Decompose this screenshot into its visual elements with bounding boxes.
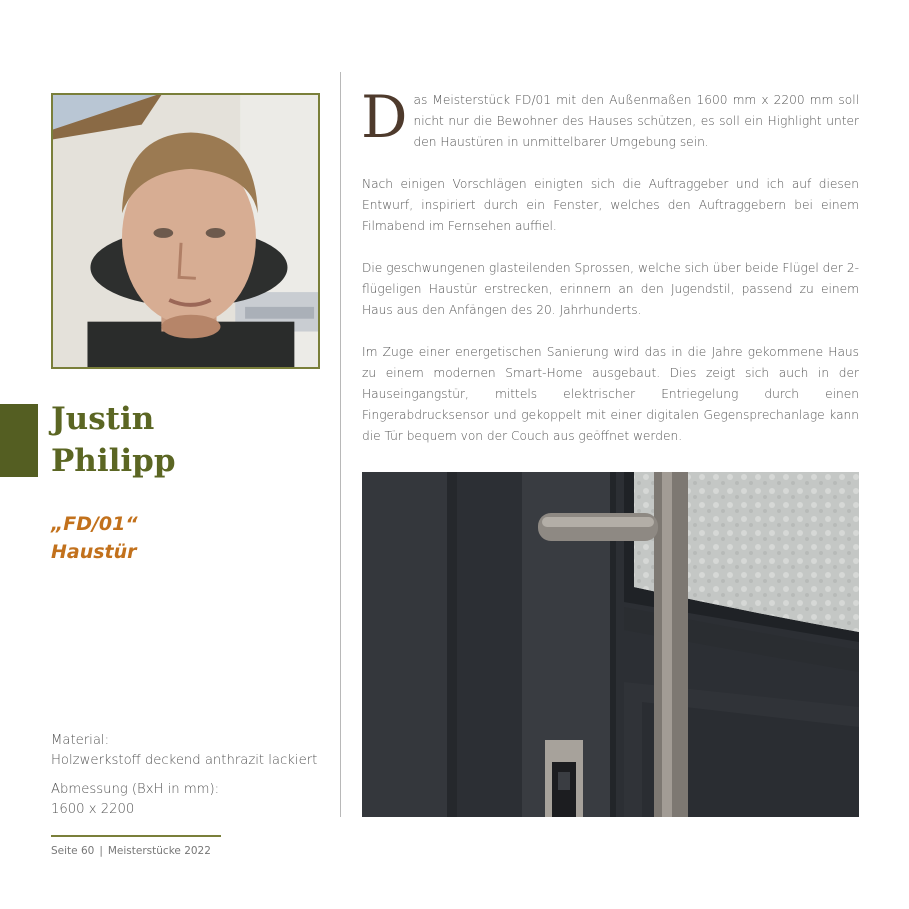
drop-cap: D: [361, 83, 408, 151]
dimension-value: 1600 x 2200: [51, 802, 135, 817]
paragraph-1: [361, 83, 859, 153]
page-footer: [51, 845, 211, 857]
product-code: „FD/01“: [51, 513, 138, 535]
dimension-label: Abmessung (BxH in mm):: [51, 782, 220, 797]
first-name: Justin: [51, 401, 155, 437]
footer-rule: [51, 835, 221, 837]
material-label: Material:: [51, 733, 110, 748]
designer-name: [51, 398, 176, 482]
column-divider: [340, 72, 341, 817]
material-value: Holzwerkstoff deckend anthrazit lackiert: [51, 753, 318, 768]
publication-name: Meisterstücke 2022: [107, 845, 211, 857]
paragraph-2: Nach einigen Vorschlägen einigten sich die Auftraggeber und ich auf diesen Entwurf, inspiriert durch ein Fenster, welches den Auftraggebern bei einem Filmabend im Fernsehen auffiel.: [362, 177, 859, 233]
body-text: [361, 83, 859, 468]
page-number: Seite 60: [51, 845, 95, 857]
product-title: [51, 510, 138, 566]
last-name: Philipp: [51, 443, 176, 479]
product-type: Haustür: [51, 541, 137, 563]
footer-separator: |: [99, 845, 103, 857]
paragraph-3: Die geschwungenen glasteilenden Sprossen, welche sich über beide Flügel der 2-flügeligen Haustür erstrecken, erinnern an den Jugendstil, passend zu einem Haus aus den Anfängen des 20. Jahrhunderts.: [362, 261, 859, 317]
door-photo: [362, 472, 859, 817]
paragraph-1-text: as Meisterstück FD/01 mit den Außenmaßen 1600 mm x 2200 mm soll nicht nur die Bewohner des Hauses schützen, es soll ein Highlight unter den Haustüren in unmittelbarer Umgebung sein.: [413, 93, 859, 149]
portrait-photo: [51, 93, 320, 369]
paragraph-4: Im Zuge einer energetischen Sanierung wird das in die Jahre gekommene Haus zu einem modernen Smart-Home ausgebaut. Dies zeigt sich auch in der Hauseingangstür, mittels elektrischer Entriegelung durch einen Fingerabdrucksensor und gekoppelt mit einer digitalen Gegensprechanlage kann die Tür bequem von der Couch aus geöffnet werden.: [362, 345, 859, 443]
specs-block: [51, 731, 317, 829]
accent-bar: [0, 404, 38, 477]
